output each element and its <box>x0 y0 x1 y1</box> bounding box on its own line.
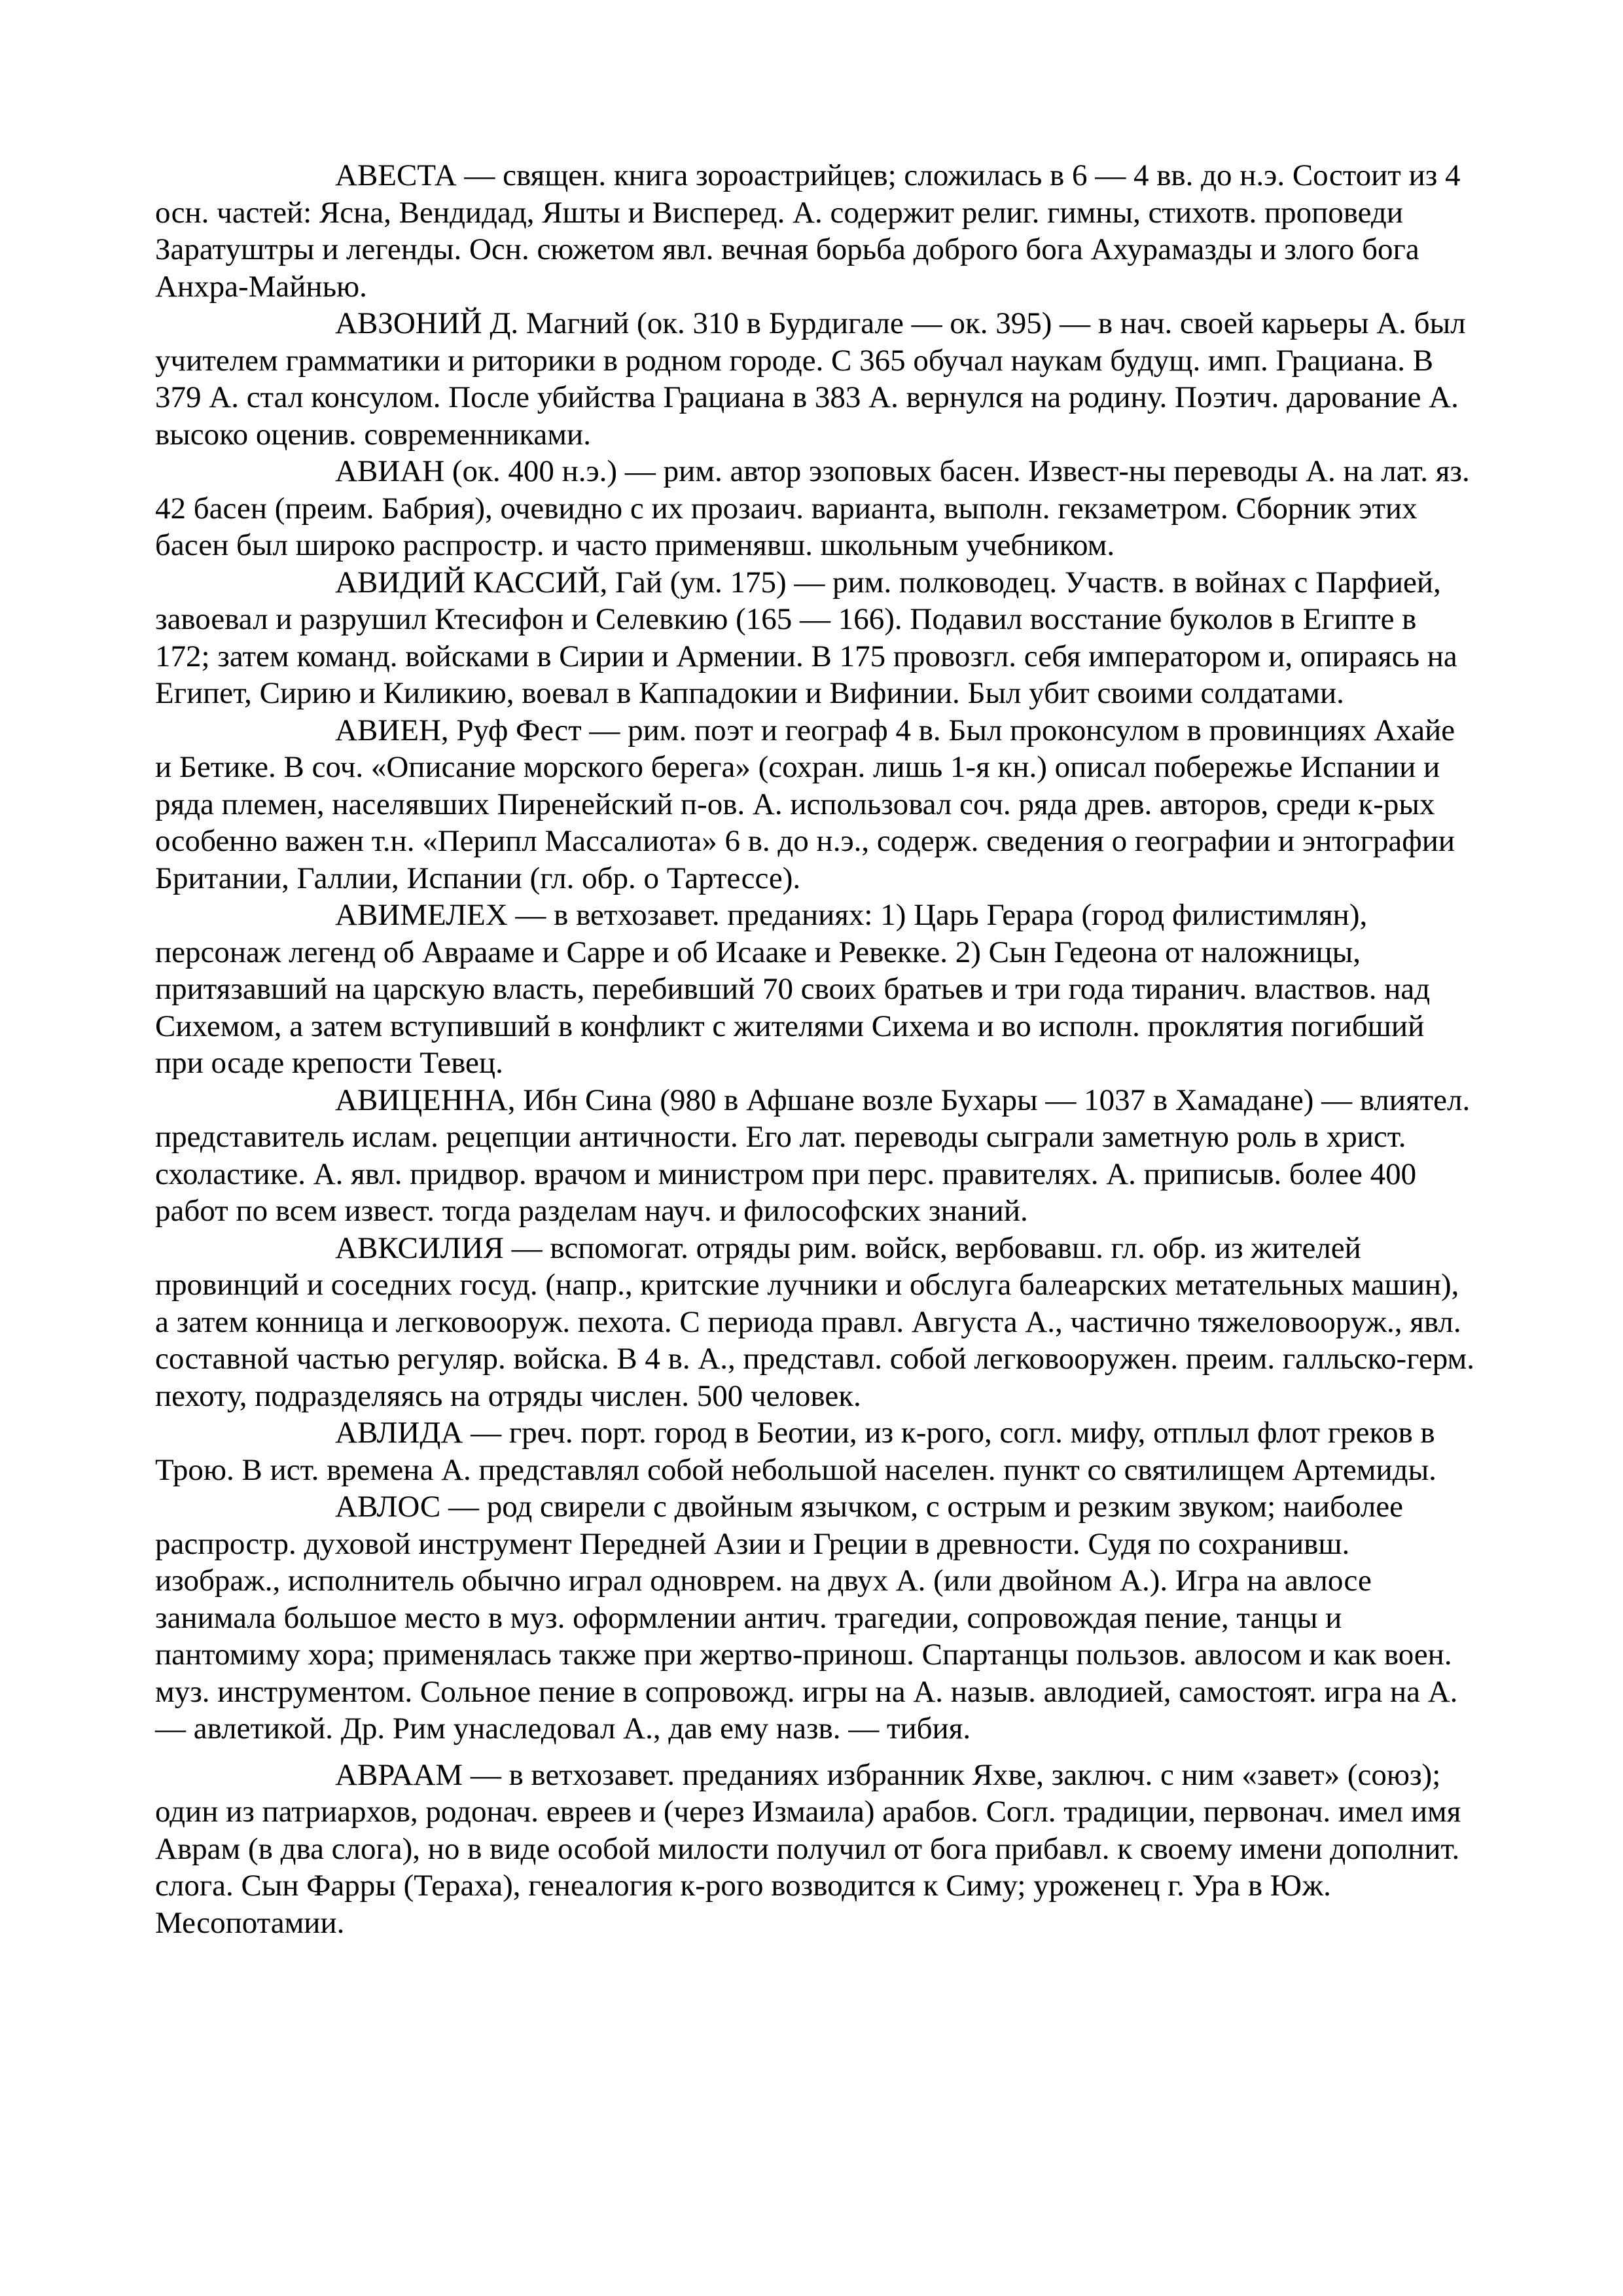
entry-avien: АВИЕН, Руф Фест — рим. поэт и географ 4 в. Был проконсулом в провинциях Ахайе и Бетике. В соч. «Описание морского берега» (сохран. лишь 1-я кн.) описал побережье Испании и ряда племен, населявших Пиренейский п-ов. А. использовал соч. ряда древ. авторов, среди к-рых особенно важен т.н. «Перипл Массалиота» 6 в. до н.э., содерж. сведения о географии и энтографии Британии, Галлии, Испании (гл. обр. о Тартессе). <box>155 713 1455 895</box>
entry-avzoniy: АВЗОНИЙ Д. Магний (ок. 310 в Бурдигале — ок. 395) — в нач. своей карьеры А. был учителем грамматики и риторики в родном городе. С 365 обучал наукам будущ. имп. Грациана. В 379 А. стал консулом. После убийства Грациана в 383 А. вернулся на родину. Поэтич. дарование А. высоко оценив. современниками. <box>155 306 1466 452</box>
entry-avlida: АВЛИДА — греч. порт. город в Беотии, из к-рого, согл. мифу, отплыл флот греков в Трою. В ист. времена А. представлял собой небольшой населен. пункт со святилищем Артемиды. <box>155 1416 1436 1487</box>
entry-avidiy-kassiy: АВИДИЙ КАССИЙ, Гай (ум. 175) — рим. полководец. Участв. в войнах с Парфией, завоевал и разрушил Ктесифон и Селевкию (165 — 166). Подавил восстание буколов в Египте в 172; затем команд. войсками в Сирии и Армении. В 175 провозгл. себя императором и, опираясь на Египет, Сирию и Киликию, воевал в Каппадокии и Вифинии. Был убит своими солдатами. <box>155 565 1457 710</box>
entry-avimelekh: АВИМЕЛЕХ — в ветхозавет. преданиях: 1) Царь Герара (город филистимлян), персонаж легенд об Аврааме и Сарре и об Исааке и Ревекке. 2) Сын Гедеона от наложницы, притязавший на царскую власть, перебивший 70 своих братьев и три года тиранич. властвов. над Сихемом, а затем вступивший в конфликт с жителями Сихема и во исполн. проклятия погибший при осаде крепости Тевец. <box>155 898 1431 1080</box>
entry-avksiliya: АВКСИЛИЯ — вспомогат. отряды рим. войск, вербовавш. гл. обр. из жителей провинций и соседних госуд. (напр., критские лучники и обслуга балеарских метательных машин), а затем конница и легковооруж. пехота. С периода правл. Августа А., частично тяжеловооруж., явл. составной частью регуляр. войска. В 4 в. А., представл. собой легковооружен. преим. галльско-герм. пехоту, подразделяясь на отряды числен. 500 человек. <box>155 1230 1474 1413</box>
entry-avian: АВИАН (ок. 400 н.э.) — рим. автор эзоповых басен. Извест-ны переводы А. на лат. яз. 42 басен (преим. Бабрия), очевидно с их прозаич. варианта, выполн. гекзаметром. Сборник этих басен был широко распростр. и часто применявш. школьным учебником. <box>155 454 1470 562</box>
encyclopedia-text-column <box>155 157 1477 1941</box>
entry-avraam: АВРААМ — в ветхозавет. преданиях избранник Яхве, заключ. с ним «завет» (союз); один из патриархов, родонач. евреев и (через Измаила) арабов. Согл. традиции, первонач. имел имя Аврам (в два слога), но в виде особой милости получил от бога прибавл. к своему имени дополнит. слога. Сын Фарры (Тераха), генеалогия к-рого возводится к Симу; уроженец г. Ура в Юж. Месопотамии. <box>155 1757 1461 1940</box>
entry-avesta: АВЕСТА — священ. книга зороастрийцев; сложилась в 6 — 4 вв. до н.э. Состоит из 4 осн. частей: Ясна, Вендидад, Яшты и Висперед. А. содержит религ. гимны, стихотв. проповеди Заратуштры и легенды. Осн. сюжетом явл. вечная борьба доброго бога Ахурамазды и злого бога Анхра-Майнью. <box>155 158 1461 304</box>
entry-avicenna: АВИЦЕННА, Ибн Сина (980 в Афшане возле Бухары — 1037 в Хамадане) — влиятел. представитель ислам. рецепции античности. Его лат. переводы сыграли заметную роль в христ. схоластике. А. явл. придвор. врачом и министром при перс. правителях. А. приписыв. более 400 работ по всем извест. тогда разделам науч. и философских знаний. <box>155 1083 1471 1228</box>
entry-avlos: АВЛОС — род свирели с двойным язычком, с острым и резким звуком; наиболее распростр. духовой инструмент Передней Азии и Греции в древности. Судя по сохранивш. изображ., исполнитель обычно играл одноврем. на двух А. (или двойном А.). Игра на авлосе занимала большое место в муз. оформлении антич. трагедии, сопровождая пение, танцы и пантомиму хора; применялась также при жертво-принош. Спартанцы пользов. авлосом и как воен. муз. инструментом. Сольное пение в сопровожд. игры на А. назыв. авлодией, самостоят. игра на А. — авлетикой. Др. Рим унаследовал А., дав ему назв. — тибия. <box>155 1490 1458 1746</box>
